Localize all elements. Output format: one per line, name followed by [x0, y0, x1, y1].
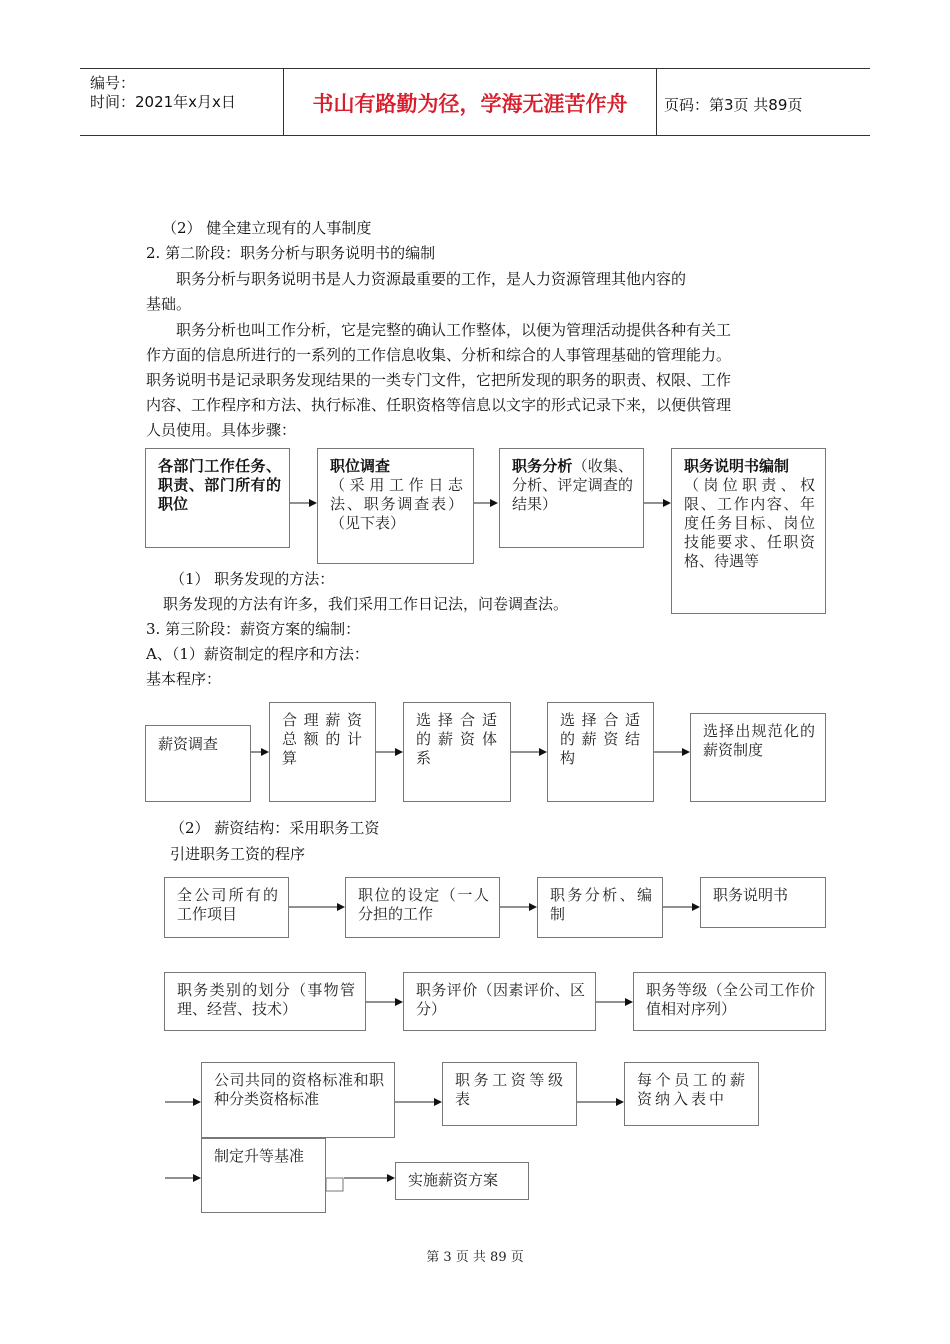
flow3-step-position-setting: 职位的设定（一人分担的工作: [345, 877, 500, 938]
page-footer: 第 3 页 共 89 页: [426, 1250, 524, 1265]
connector-notch: [326, 1178, 343, 1191]
flow3-step-qualification-standards: 公司共同的资格标准和职种分类资格标准: [201, 1062, 395, 1138]
flow1-step-job-analysis: 职务分析（收集、分析、评定调查的结果）: [499, 448, 644, 548]
text-line: （1） 职务发现的方法：: [170, 570, 335, 588]
flow3-step-job-categories: 职务类别的划分（事物管理、经营、技术）: [164, 972, 366, 1031]
section-heading: 2. 第二阶段：职务分析与职务说明书的编制: [146, 244, 436, 262]
text-line: 职务分析也叫工作分析，它是完整的确认工作整体，以便为管理活动提供各种有关工: [176, 321, 732, 339]
header-time: 时间：2021年x月x日: [90, 93, 236, 111]
flow1-step-departments: 各部门工作任务、职责、部门所有的职位: [145, 448, 290, 548]
text-line: 基础。: [146, 295, 192, 313]
flow2-step-salary-system: 选择合适的薪资体系: [403, 702, 511, 802]
flow3-step-job-analysis: 职务分析、编制: [537, 877, 663, 938]
flow3-step-employee-salary: 每个员工的薪资纳入表中: [624, 1062, 759, 1126]
text-line: 职务分析与职务说明书是人力资源最重要的工作，是人力资源管理其他内容的: [176, 270, 687, 288]
flow3-step-work-items: 全公司所有的工作项目: [164, 877, 289, 938]
flow1-step-position-survey: 职位调查 （采用工作日志法、职务调查表）（见下表）: [317, 448, 474, 564]
header-number: 编号：: [90, 74, 136, 92]
flow2-step-salary-survey: 薪资调查: [145, 725, 251, 802]
header-motto: 书山有路勤为径，学海无涯苦作舟: [312, 92, 628, 116]
text-line: 人员使用。具体步骤：: [146, 421, 297, 439]
text-line: （2） 健全建立现有的人事制度: [162, 219, 372, 237]
flow3-step-job-grades: 职务等级（全公司工作价值相对序列）: [633, 972, 826, 1031]
text-line: A、（1）薪资制定的程序和方法：: [146, 645, 369, 663]
text-line: （2） 薪资结构：采用职务工资: [170, 819, 380, 837]
flow2-step-standard-system: 选择出规范化的薪资制度: [690, 713, 826, 802]
text-line: 职务发现的方法有许多，我们采用工作日记法，问卷调查法。: [163, 595, 569, 613]
header-page-number: 页码：第3页 共89页: [664, 96, 803, 114]
flow3-step-job-description: 职务说明书: [700, 877, 826, 928]
section-heading: 3. 第三阶段：薪资方案的编制：: [146, 620, 361, 638]
text-line: 职务说明书是记录职务发现结果的一类专门文件，它把所发现的职务的职责、权限、工作: [146, 371, 732, 389]
flow3-step-promotion-criteria: 制定升等基准: [201, 1138, 326, 1213]
flow2-step-salary-structure: 选择合适的薪资结构: [547, 702, 654, 802]
text-line: 作方面的信息所进行的一系列的工作信息收集、分析和综合的人事管理基础的管理能力。: [146, 346, 732, 364]
flow2-step-total-calculation: 合理薪资总额的计算: [269, 702, 376, 802]
text-line: 基本程序：: [146, 670, 222, 688]
flow3-step-job-evaluation: 职务评价（因素评价、区分）: [403, 972, 596, 1031]
text-line: 引进职务工资的程序: [170, 845, 306, 863]
text-line: 内容、工作程序和方法、执行标准、任职资格等信息以文字的形式记录下来，以便供管理: [146, 396, 732, 414]
flow1-step-job-description: 职务说明书编制 （岗位职责、权限、工作内容、年度任务目标、岗位技能要求、任职资格、待遇等: [671, 448, 826, 614]
flow3-step-salary-grade-table: 职务工资等级表: [442, 1062, 577, 1126]
flow3-step-implement-plan: 实施薪资方案: [395, 1162, 529, 1200]
